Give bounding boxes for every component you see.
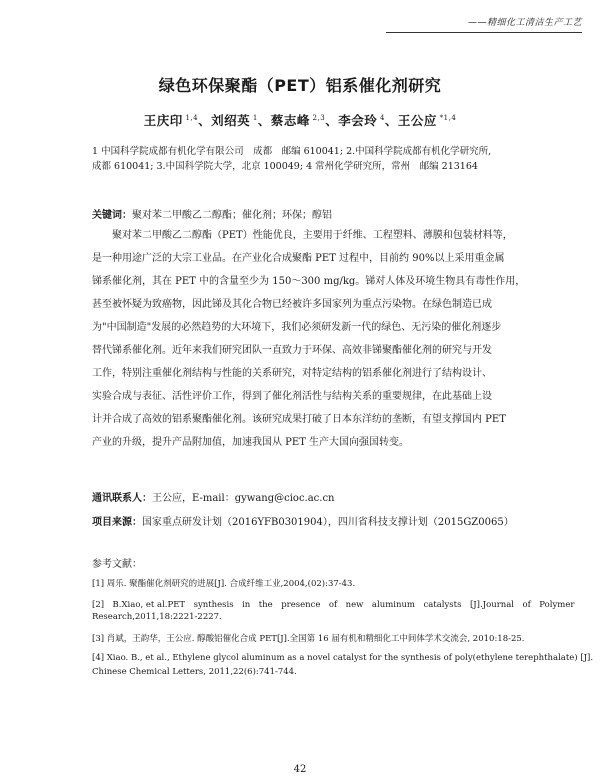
contact-label: 通讯联系人： — [92, 493, 152, 504]
keywords — [92, 206, 332, 221]
author-affiliation-mark: 1 — [250, 113, 258, 122]
body-line: 计并合成了高效的铝系聚酯催化剂。该研究成果打破了日本东洋纺的垄断，有望支撑国内 PET — [92, 414, 506, 425]
running-head — [386, 14, 582, 33]
author-separator: 、 — [257, 113, 271, 128]
author-name: 王庆印 — [143, 113, 183, 128]
affiliation-line: 成都 610041; 3.中国科学院大学，北京 100049; 4 常州化学研究所，常州 邮编 213164 — [92, 161, 478, 172]
reference-entry: [2] B.Xiao, et al.PET synthesis in the presence of new aluminum catalysts [J].Journal of Polymer — [92, 600, 575, 610]
author-separator: 、 — [325, 113, 339, 128]
running-head-text: ——精细化工清洁生产工艺 — [467, 18, 582, 28]
body-line: 是一种用途广泛的大宗工业品。在产业化合成聚酯 PET 过程中，目前约 90%以上采用重金属 — [92, 253, 505, 264]
contact-text: 王公应，E-mail：gywang@cioc.ac.cn — [152, 493, 335, 504]
reference-entry: [4] Xiao. B., et al., Ethylene glycol aluminum as a novel catalyst for the synthesis of poly(ethylene terephthalate) [J]. — [92, 653, 594, 663]
author-affiliation-mark: 2,3 — [309, 113, 326, 122]
body-line: 锑系催化剂，其在 PET 中的含量至少为 150～300 mg/kg。锑对人体及环境生物具有毒性作用， — [92, 276, 526, 287]
body-line: 甚至被怀疑为致癌物，因此锑及其化合物已经被许多国家列为重点污染物。在绿色制造已成 — [92, 299, 492, 310]
paper-title: 绿色环保聚酯（PET）铝系催化剂研究 — [158, 76, 442, 95]
page-number: 42 — [293, 764, 307, 775]
author-affiliation-mark: 4 — [377, 113, 385, 122]
author-affiliation-mark: *1,4 — [436, 113, 457, 122]
funding-text: 国家重点研发计划（2016YFB0301904），四川省科技支撑计划（2015GZ0065） — [142, 517, 514, 528]
author-name: 刘绍英 — [211, 113, 251, 128]
reference-entry: [1] 周乐. 聚酯催化剂研究的进展[J]. 合成纤维工业,2004,(02):37-43. — [92, 579, 356, 589]
keywords-label: 关键词： — [92, 210, 132, 221]
references-heading: 参考文献： — [92, 559, 142, 570]
reference-entry: Research,2011,18:2221-2227. — [92, 612, 222, 622]
corresponding-contact — [92, 489, 335, 504]
body-line: 替代锑系催化剂。近年来我们研究团队一直致力于环保、高效非锑聚酯催化剂的研究与开发 — [92, 345, 492, 356]
reference-entry: Chinese Chemical Letters, 2011,22(6):741-744. — [92, 667, 297, 677]
body-line: 工作，特别注重催化剂结构与性能的关系研究，对特定结构的铝系催化剂进行了结构设计、 — [92, 368, 492, 379]
body-line: 产业的升级，提升产品附加值，加速我国从 PET 生产大国向强国转变。 — [92, 437, 410, 448]
keywords-text: 聚对苯二甲酸乙二醇酯；催化剂；环保；醇铝 — [132, 210, 332, 221]
body-line: 实验合成与表征、活性评价工作，得到了催化剂活性与结构关系的重要规律，在此基础上设 — [92, 391, 492, 402]
author-separator: 、 — [384, 113, 398, 128]
funding-label: 项目来源： — [92, 517, 142, 528]
author-name: 李会玲 — [338, 113, 378, 128]
affiliation-line: 1 中国科学院成都有机化学有限公司 成都 邮编 610041; 2.中国科学院成都有机化学研究所, — [92, 146, 492, 157]
body-line: 聚对苯二甲酸乙二醇酯（PET）性能优良，主要用于纤维、工程塑料、薄膜和包装材料等， — [112, 230, 513, 241]
funding-source — [92, 513, 514, 528]
author-list — [0, 111, 600, 129]
reference-entry: [3] 肖斌，王韵华，王公应. 醇酸铝催化合成 PET[J].全国第 16 届有机和精细化工中间体学术交流会, 2010:18-25. — [92, 634, 525, 644]
body-line: 为"中国制造"发展的必然趋势的大环境下，我们必须研发新一代的绿色、无污染的催化剂逐步 — [92, 322, 502, 333]
author-separator: 、 — [198, 113, 212, 128]
author-affiliation-mark: 1,4 — [182, 113, 199, 122]
author-name: 蔡志峰 — [270, 113, 310, 128]
author-name: 王公应 — [397, 113, 437, 128]
